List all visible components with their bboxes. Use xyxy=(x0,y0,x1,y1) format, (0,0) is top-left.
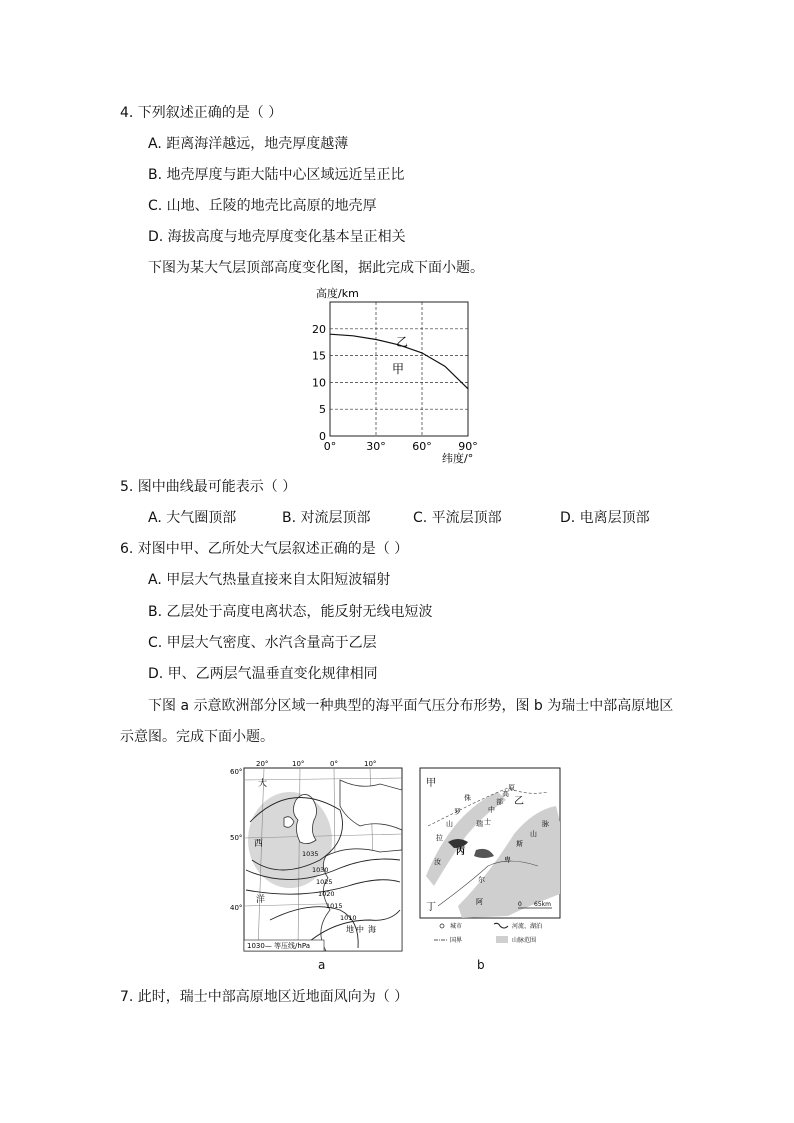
q4-stem: 4. 下列叙述正确的是（ ） xyxy=(120,105,283,121)
svg-text:60°: 60° xyxy=(230,768,243,776)
y-tick-label: 20 xyxy=(312,322,326,336)
annotation-yi: 乙 xyxy=(396,335,409,349)
svg-text:1010: 1010 xyxy=(340,914,357,922)
svg-text:1025: 1025 xyxy=(316,878,333,886)
y-tick-label: 10 xyxy=(312,376,326,390)
map-intro-line1: 下图 a 示意欧洲部分区域一种典型的海平面气压分布形势，图 b 为瑞士中部高原地区 xyxy=(148,698,674,714)
svg-text:40°: 40° xyxy=(230,904,243,912)
svg-text:1030: 1030 xyxy=(312,866,329,874)
q5-option-b: B. 对流层顶部 xyxy=(282,510,371,526)
svg-text:1035: 1035 xyxy=(302,850,319,858)
y-tick-label: 0 xyxy=(319,430,326,443)
svg-text:10°: 10° xyxy=(292,760,305,768)
q5-option-c: C. 平流层顶部 xyxy=(413,510,502,526)
svg-text:士: 士 xyxy=(484,818,491,826)
svg-text:高: 高 xyxy=(502,790,509,798)
annotation-jia: 甲 xyxy=(392,362,405,376)
svg-text:山: 山 xyxy=(530,830,537,838)
svg-text:斯: 斯 xyxy=(516,840,523,848)
svg-text:海: 海 xyxy=(368,925,376,934)
q5-stem: 5. 图中曲线最可能表示（ ） xyxy=(120,479,297,495)
svg-text:丙: 丙 xyxy=(456,847,466,857)
q6-option-c: C. 甲层大气密度、水汽含量高于乙层 xyxy=(148,635,377,651)
svg-text:部: 部 xyxy=(496,798,503,806)
y-tick-label: 15 xyxy=(312,349,326,363)
y-tick-label: 5 xyxy=(319,403,326,417)
svg-text:65km: 65km xyxy=(534,901,551,908)
map-a-caption: a xyxy=(318,958,326,972)
svg-text:脉: 脉 xyxy=(542,820,549,828)
q4-option-c: C. 山地、丘陵的地壳比高原的地壳厚 xyxy=(148,198,377,214)
q6-option-d: D. 甲、乙两层气温垂直变化规律相同 xyxy=(148,666,378,682)
svg-text:罗: 罗 xyxy=(454,808,461,816)
svg-text:中: 中 xyxy=(356,925,364,934)
x-axis-label: 纬度/° xyxy=(442,452,474,465)
svg-text:50°: 50° xyxy=(230,834,243,842)
q6-stem: 6. 对图中甲、乙所处大气层叙述正确的是（ ） xyxy=(120,541,409,557)
altitude-chart xyxy=(300,284,500,468)
svg-text:丁: 丁 xyxy=(426,902,436,913)
svg-text:1015: 1015 xyxy=(326,902,343,910)
map-intro-line2: 示意图。完成下面小题。 xyxy=(120,729,274,745)
svg-text:侏: 侏 xyxy=(464,794,471,802)
map-b-caption: b xyxy=(477,958,485,972)
svg-text:地: 地 xyxy=(346,925,354,934)
svg-text:甲: 甲 xyxy=(426,778,436,789)
svg-text:尔: 尔 xyxy=(478,876,485,884)
svg-text:20°: 20° xyxy=(256,760,269,768)
swiss-plateau-map-b xyxy=(418,766,562,950)
q6-option-a: A. 甲层大气热量直接来自太阳短波辐射 xyxy=(148,572,391,588)
x-tick-label: 30° xyxy=(366,440,386,453)
chart-intro: 下图为某大气层顶部高度变化图，据此完成下面小题。 xyxy=(148,260,484,276)
svg-text:山: 山 xyxy=(446,820,453,828)
x-tick-label: 90° xyxy=(458,440,478,453)
svg-text:0°: 0° xyxy=(330,760,338,768)
q4-option-d: D. 海拔高度与地壳厚度变化基本呈正相关 xyxy=(148,229,406,245)
y-axis-label: 高度/km xyxy=(316,287,359,300)
q6-option-b: B. 乙层处于高度电离状态，能反射无线电短波 xyxy=(148,604,433,620)
svg-text:西: 西 xyxy=(254,839,264,849)
q4-option-b: B. 地壳厚度与距大陆中心区域远近呈正比 xyxy=(148,167,405,183)
map-a-legend: 1030— 等压线/hPa xyxy=(247,942,311,950)
x-tick-label: 60° xyxy=(412,440,432,453)
svg-text:1020: 1020 xyxy=(318,890,335,898)
svg-text:阿: 阿 xyxy=(476,898,483,906)
svg-text:10°: 10° xyxy=(364,760,377,768)
svg-text:原: 原 xyxy=(508,784,515,792)
svg-text:瑞: 瑞 xyxy=(476,820,483,828)
svg-text:山脉范围: 山脉范围 xyxy=(512,937,537,944)
svg-text:乙: 乙 xyxy=(514,796,524,807)
svg-text:国界: 国界 xyxy=(450,937,463,944)
svg-text:洋: 洋 xyxy=(256,895,266,905)
svg-text:河流、湖泊: 河流、湖泊 xyxy=(512,923,543,930)
q4-option-a: A. 距离海洋越远，地壳厚度越薄 xyxy=(148,136,349,152)
q5-option-a: A. 大气圈顶部 xyxy=(148,510,237,526)
svg-text:汝: 汝 xyxy=(434,858,441,866)
q5-option-d: D. 电离层顶部 xyxy=(560,510,650,526)
svg-text:城市: 城市 xyxy=(450,923,463,930)
svg-text:大: 大 xyxy=(258,779,268,789)
q7-stem: 7. 此时，瑞士中部高原地区近地面风向为（ ） xyxy=(120,989,409,1005)
svg-text:0: 0 xyxy=(518,901,522,908)
pressure-map-a xyxy=(230,760,406,956)
svg-text:卑: 卑 xyxy=(504,856,511,864)
svg-text:中: 中 xyxy=(488,806,495,814)
x-tick-label: 0° xyxy=(323,440,337,453)
svg-text:拉: 拉 xyxy=(436,834,443,842)
